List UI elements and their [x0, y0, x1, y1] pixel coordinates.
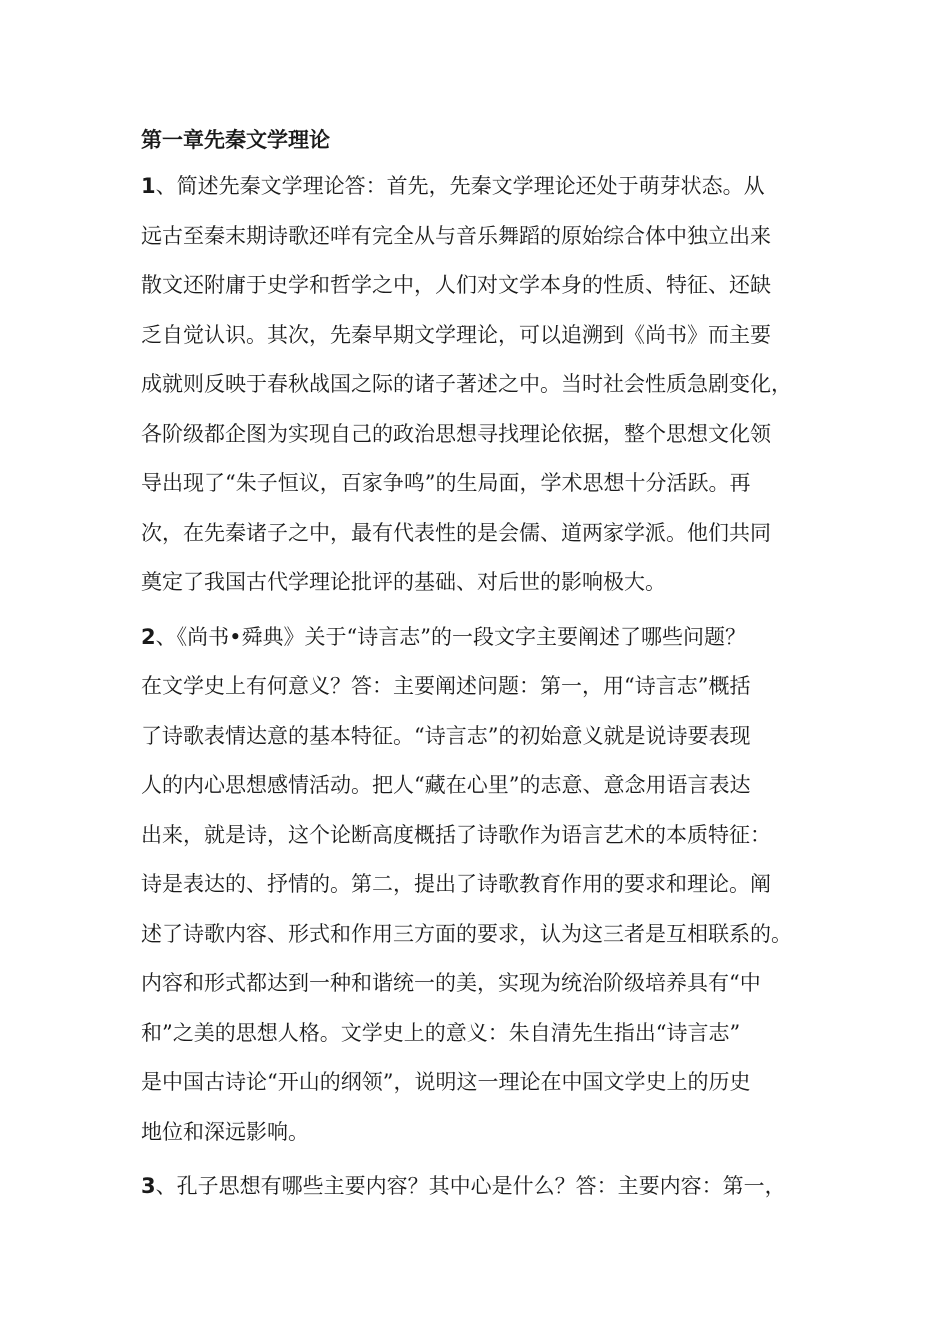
- document-body: [141, 118, 831, 1217]
- question-number: 3: [141, 1174, 156, 1198]
- question-1: [141, 162, 831, 608]
- question-line: 各阶级都企图为实现自己的政治思想寻找理论依据，整个思想文化领: [141, 421, 771, 446]
- question-line: 3、孔子思想有哪些主要内容？其中心是什么？答：主要内容：第一，: [141, 1174, 786, 1198]
- question-line: 在文学史上有何意义？答：主要阐述问题：第一，用“诗言志”概括: [141, 674, 751, 698]
- question-line: 导出现了“朱子恒议，百家争鸣”的生局面，学术思想十分活跃。再: [141, 471, 751, 495]
- question-line: 内容和形式都达到一种和谐统一的美，实现为统治阶级培养具有“中: [141, 971, 761, 995]
- question-line: 人的内心思想感情活动。把人“藏在心里”的志意、意念用语言表达: [141, 773, 751, 797]
- question-line: 乏自觉认识。其次，先秦早期文学理论，可以追溯到《尚书》而主要: [141, 322, 771, 347]
- question-line: 地位和深远影响。: [141, 1119, 309, 1144]
- question-number: 2: [141, 624, 156, 649]
- question-3: [141, 1162, 831, 1212]
- question-line: 是中国古诗论“开山的纲领”，说明这一理论在中国文学史上的历史: [141, 1070, 751, 1094]
- question-number: 1: [141, 174, 156, 198]
- question-line: 散文还附庸于史学和哲学之中，人们对文学本身的性质、特征、还缺: [141, 273, 771, 297]
- question-line: 述了诗歌内容、形式和作用三方面的要求，认为这三者是互相联系的。: [141, 921, 792, 946]
- chapter-title: 第一章先秦文学理论: [141, 128, 330, 152]
- question-line: 诗是表达的、抒情的。第二，提出了诗歌教育作用的要求和理论。阐: [141, 872, 771, 896]
- question-2: [141, 613, 831, 1158]
- question-line: 了诗歌表情达意的基本特征。“诗言志”的初始意义就是说诗要表现: [141, 723, 751, 748]
- question-line: 次，在先秦诸子之中，最有代表性的是会儒、道两家学派。他们共同: [141, 520, 771, 545]
- question-line: 1、简述先秦文学理论答：首先，先秦文学理论还处于萌芽状态。从: [141, 174, 765, 198]
- question-line: 奠定了我国古代学理论批评的基础、对后世的影响极大。: [141, 570, 666, 594]
- question-line: 2、《尚书•舜典》关于“诗言志”的一段文字主要阐述了哪些问题？: [141, 624, 746, 649]
- question-line: 远古至秦末期诗歌还咩有完全从与音乐舞蹈的原始综合体中独立出来: [141, 223, 771, 248]
- question-line: 成就则反映于春秋战国之际的诸子著述之中。当时社会性质急剧变化，: [141, 372, 792, 396]
- question-line: 出来，就是诗，这个论断高度概括了诗歌作为语言艺术的本质特征：: [141, 822, 771, 847]
- question-line: 和”之美的思想人格。文学史上的意义：朱自清先生指出“诗言志”: [141, 1020, 741, 1045]
